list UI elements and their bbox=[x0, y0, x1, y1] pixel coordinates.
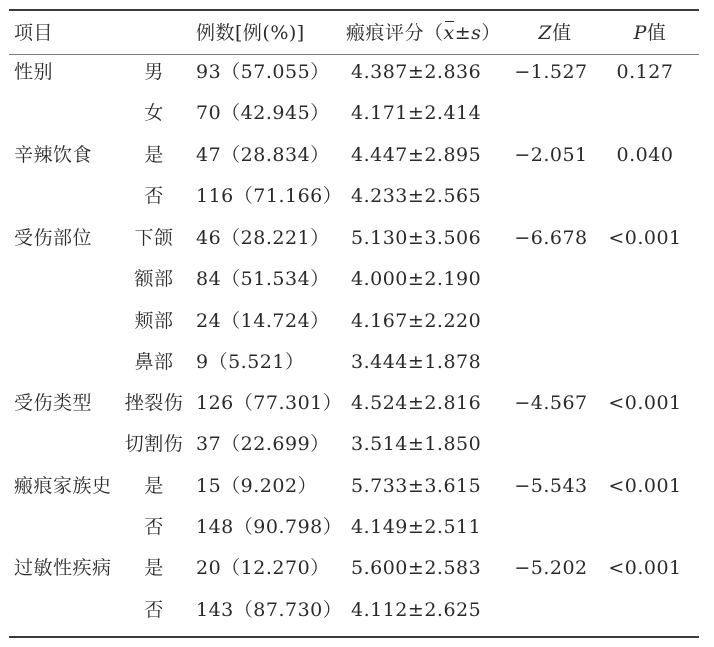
row-item: 瘢痕家族史 bbox=[14, 475, 112, 497]
header-count: 例数[例(%)] bbox=[196, 22, 305, 44]
row-z: −5.543 bbox=[514, 475, 588, 497]
table-row bbox=[0, 259, 714, 299]
header-z-suffix: 值 bbox=[552, 22, 572, 44]
row-score: 4.387±2.836 bbox=[351, 61, 482, 83]
row-subgroup: 挫裂伤 bbox=[124, 392, 184, 414]
row-subgroup: 切割伤 bbox=[124, 433, 184, 455]
header-p bbox=[610, 13, 690, 53]
row-score: 4.000±2.190 bbox=[351, 268, 482, 290]
header-z-var: Z bbox=[538, 22, 553, 44]
header-p-var: P bbox=[633, 22, 647, 44]
row-score: 5.600±2.583 bbox=[351, 557, 482, 579]
row-p: 0.040 bbox=[616, 144, 674, 166]
row-subgroup: 否 bbox=[144, 185, 164, 207]
table-row bbox=[0, 590, 714, 630]
row-score: 3.514±1.850 bbox=[351, 433, 482, 455]
row-item: 性别 bbox=[14, 61, 54, 83]
table-row bbox=[0, 507, 714, 547]
row-subgroup: 否 bbox=[144, 599, 164, 621]
row-score: 4.524±2.816 bbox=[351, 392, 482, 414]
row-subgroup: 下颌 bbox=[134, 227, 174, 249]
row-score: 4.447±2.895 bbox=[351, 144, 482, 166]
row-z bbox=[510, 342, 592, 382]
row-p: <0.001 bbox=[608, 557, 682, 579]
table-row bbox=[0, 218, 714, 258]
row-count: 47（28.834） bbox=[196, 144, 330, 166]
header-score-prefix: 瘢痕评分（ bbox=[346, 22, 444, 44]
header-score bbox=[346, 13, 501, 53]
row-p: <0.001 bbox=[608, 227, 682, 249]
row-subgroup: 鼻部 bbox=[134, 351, 174, 373]
table-row bbox=[0, 135, 714, 175]
row-p bbox=[600, 342, 690, 382]
table-row bbox=[0, 342, 714, 382]
row-item: 受伤类型 bbox=[14, 392, 93, 414]
row-count: 116（71.166） bbox=[196, 185, 343, 207]
header-score-pm: ± bbox=[454, 22, 472, 44]
row-z bbox=[510, 590, 592, 630]
header-item: 项目 bbox=[14, 22, 54, 44]
row-p bbox=[600, 590, 690, 630]
row-count: 24（14.724） bbox=[196, 310, 330, 332]
row-p bbox=[600, 93, 690, 133]
row-z: −2.051 bbox=[514, 144, 588, 166]
table-header bbox=[0, 13, 714, 53]
row-subgroup: 女 bbox=[144, 102, 164, 124]
table-row bbox=[0, 383, 714, 423]
row-p bbox=[600, 176, 690, 216]
row-subgroup: 额部 bbox=[134, 268, 174, 290]
row-z bbox=[510, 507, 592, 547]
row-z bbox=[510, 301, 592, 341]
row-item: 受伤部位 bbox=[14, 227, 93, 249]
row-count: 20（12.270） bbox=[196, 557, 330, 579]
row-subgroup: 是 bbox=[144, 557, 164, 579]
table-top-rule bbox=[9, 9, 699, 11]
row-score: 4.112±2.625 bbox=[351, 599, 482, 621]
table-row bbox=[0, 93, 714, 133]
row-z bbox=[510, 424, 592, 464]
row-count: 37（22.699） bbox=[196, 433, 330, 455]
row-count: 15（9.202） bbox=[196, 475, 318, 497]
row-subgroup: 是 bbox=[144, 475, 164, 497]
row-count: 70（42.945） bbox=[196, 102, 330, 124]
row-count: 148（90.798） bbox=[196, 516, 343, 538]
row-subgroup: 否 bbox=[144, 516, 164, 538]
row-z: −5.202 bbox=[514, 557, 588, 579]
row-z: −6.678 bbox=[514, 227, 588, 249]
table-row bbox=[0, 176, 714, 216]
row-score: 5.130±3.506 bbox=[351, 227, 482, 249]
row-z bbox=[510, 93, 592, 133]
row-subgroup: 颊部 bbox=[134, 310, 174, 332]
header-score-suffix: ） bbox=[481, 22, 501, 44]
table-row bbox=[0, 424, 714, 464]
row-p bbox=[600, 301, 690, 341]
table-row bbox=[0, 52, 714, 92]
row-z bbox=[510, 176, 592, 216]
row-score: 5.733±3.615 bbox=[351, 475, 482, 497]
row-p bbox=[600, 507, 690, 547]
row-p: <0.001 bbox=[608, 475, 682, 497]
row-item: 辛辣饮食 bbox=[14, 144, 93, 166]
table-row bbox=[0, 466, 714, 506]
row-p: 0.127 bbox=[616, 61, 674, 83]
row-z: −1.527 bbox=[514, 61, 588, 83]
row-z: −4.567 bbox=[514, 392, 588, 414]
row-p: <0.001 bbox=[608, 392, 682, 414]
row-count: 143（87.730） bbox=[196, 599, 343, 621]
row-item: 过敏性疾病 bbox=[14, 557, 112, 579]
header-p-suffix: 值 bbox=[646, 22, 667, 44]
row-count: 93（57.055） bbox=[196, 61, 330, 83]
row-subgroup: 男 bbox=[144, 61, 164, 83]
row-z bbox=[510, 259, 592, 299]
row-score: 3.444±1.878 bbox=[351, 351, 482, 373]
row-score: 4.167±2.220 bbox=[351, 310, 482, 332]
table-bottom-rule bbox=[9, 636, 699, 638]
row-score: 4.171±2.414 bbox=[351, 102, 482, 124]
header-score-sd: s bbox=[471, 22, 482, 44]
row-count: 84（51.534） bbox=[196, 268, 330, 290]
table-row bbox=[0, 548, 714, 588]
row-score: 4.233±2.565 bbox=[351, 185, 482, 207]
row-count: 9（5.521） bbox=[196, 351, 305, 373]
row-p bbox=[600, 424, 690, 464]
header-score-mean: x bbox=[444, 13, 455, 53]
row-count: 46（28.221） bbox=[196, 227, 330, 249]
row-p bbox=[600, 259, 690, 299]
header-z bbox=[520, 13, 590, 53]
row-count: 126（77.301） bbox=[196, 392, 343, 414]
row-subgroup: 是 bbox=[144, 144, 164, 166]
row-score: 4.149±2.511 bbox=[351, 516, 482, 538]
table-row bbox=[0, 301, 714, 341]
